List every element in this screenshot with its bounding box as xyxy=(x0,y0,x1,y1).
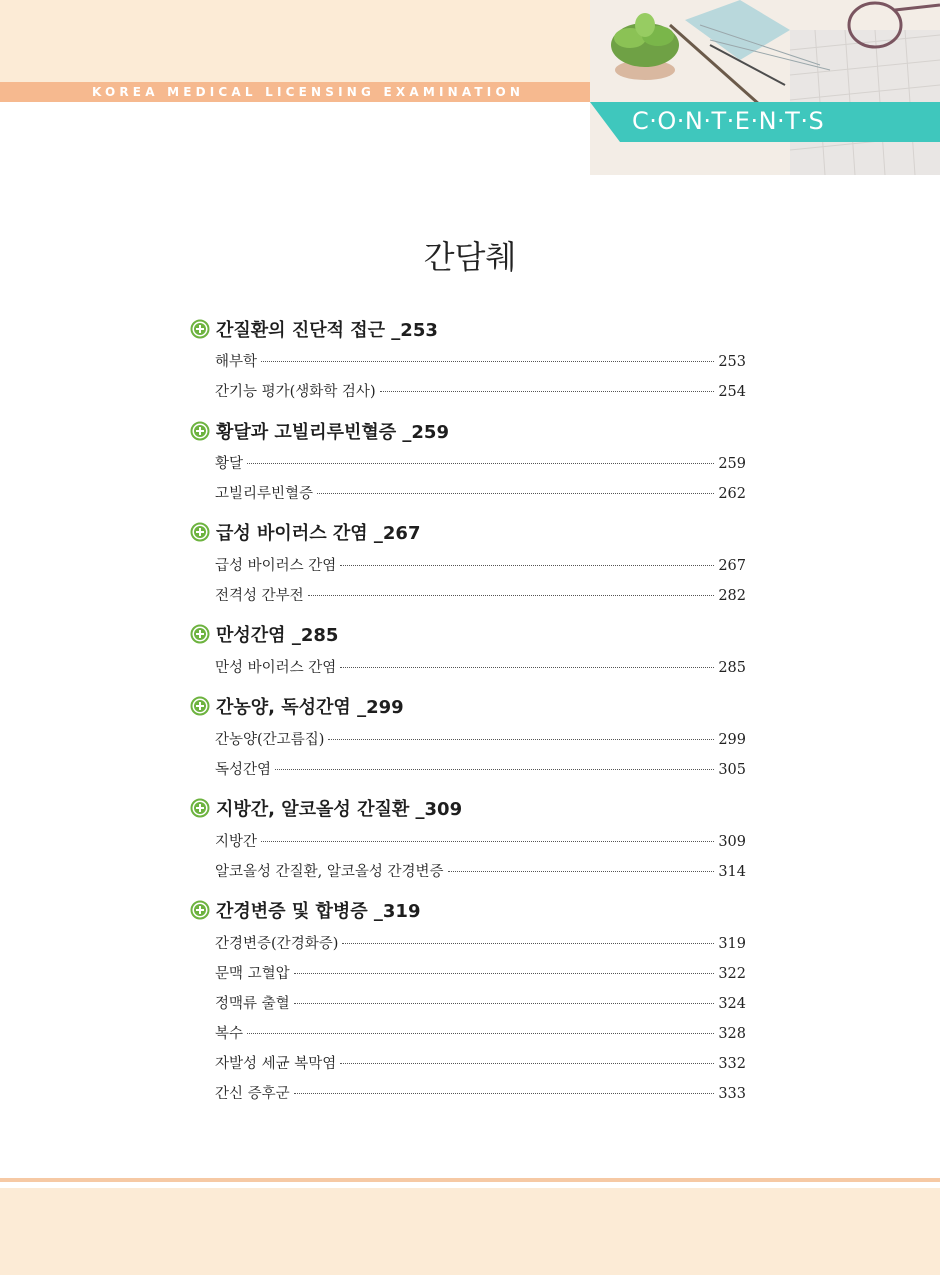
section-title: 간경변증 및 합병증 _319 xyxy=(216,901,421,922)
entry-label: 만성 바이러스 간염 xyxy=(215,660,337,676)
entry-page: 322 xyxy=(718,966,746,982)
page-header xyxy=(0,0,940,175)
entry-page: 332 xyxy=(718,1056,746,1072)
plus-circle-icon xyxy=(190,522,210,542)
dot-leader xyxy=(340,667,714,668)
toc-entry[interactable] xyxy=(215,728,746,750)
entry-page: 253 xyxy=(718,354,746,370)
entry-label: 해부학 xyxy=(215,354,258,370)
toc-entry[interactable] xyxy=(215,452,746,474)
section-title: 지방간, 알코올성 간질환 _309 xyxy=(216,799,463,820)
desk-decoration-image xyxy=(590,0,940,175)
entry-label: 간기능 평가(생화학 검사) xyxy=(215,384,376,400)
dot-leader xyxy=(294,1093,715,1094)
section-heading[interactable] xyxy=(190,621,338,647)
dot-leader xyxy=(247,463,714,464)
toc-entry[interactable] xyxy=(215,554,746,576)
toc-entry[interactable] xyxy=(215,830,746,852)
toc-entry[interactable] xyxy=(215,962,746,984)
plus-circle-icon xyxy=(190,900,210,920)
entry-label: 황달 xyxy=(215,456,244,472)
plus-circle-icon xyxy=(190,696,210,716)
contents-label: C·O·N·T·E·N·T·S xyxy=(632,107,825,135)
entry-page: 333 xyxy=(718,1086,746,1102)
section-title: 간질환의 진단적 접근 _253 xyxy=(216,320,438,341)
dot-leader xyxy=(328,739,714,740)
entry-label: 복수 xyxy=(215,1026,244,1042)
dot-leader xyxy=(261,841,714,842)
entry-label: 간신 증후군 xyxy=(215,1086,290,1102)
dot-leader xyxy=(308,595,715,596)
entry-page: 267 xyxy=(718,558,746,574)
entry-page: 305 xyxy=(718,762,746,778)
entry-page: 285 xyxy=(718,660,746,676)
entry-label: 자발성 세균 복막염 xyxy=(215,1056,337,1072)
footer-divider xyxy=(0,1178,940,1182)
toc-entry[interactable] xyxy=(215,380,746,402)
toc-entry[interactable] xyxy=(215,482,746,504)
entry-label: 고빌리루빈혈증 xyxy=(215,486,314,502)
toc-entry[interactable] xyxy=(215,992,746,1014)
entry-label: 간농양(간고름집) xyxy=(215,732,325,748)
entry-page: 259 xyxy=(718,456,746,472)
section-heading[interactable] xyxy=(190,897,420,923)
dot-leader xyxy=(317,493,714,494)
entry-label: 정맥류 출혈 xyxy=(215,996,290,1012)
dot-leader xyxy=(275,769,714,770)
toc-entry[interactable] xyxy=(215,860,746,882)
section-heading[interactable] xyxy=(190,795,462,821)
section-heading[interactable] xyxy=(190,316,438,342)
entry-label: 급성 바이러스 간염 xyxy=(215,558,337,574)
header-band-text: KOREA MEDICAL LICENSING EXAMINATION xyxy=(92,85,525,99)
section-title: 간농양, 독성간염 _299 xyxy=(216,697,404,718)
toc-entry[interactable] xyxy=(215,1052,746,1074)
section-heading[interactable] xyxy=(190,693,404,719)
dot-leader xyxy=(261,361,714,362)
footer-band xyxy=(0,1188,940,1275)
entry-label: 전격성 간부전 xyxy=(215,588,304,604)
section-heading[interactable] xyxy=(190,418,449,444)
plus-circle-icon xyxy=(190,421,210,441)
dot-leader xyxy=(294,1003,715,1004)
dot-leader xyxy=(340,1063,714,1064)
section-title: 황달과 고빌리루빈혈증 _259 xyxy=(216,422,449,443)
toc-entry[interactable] xyxy=(215,1082,746,1104)
entry-page: 309 xyxy=(718,834,746,850)
plus-circle-icon xyxy=(190,319,210,339)
toc-entry[interactable] xyxy=(215,932,746,954)
entry-label: 문맥 고혈압 xyxy=(215,966,290,982)
dot-leader xyxy=(342,943,714,944)
entry-label: 독성간염 xyxy=(215,762,272,778)
entry-page: 254 xyxy=(718,384,746,400)
entry-label: 지방간 xyxy=(215,834,258,850)
entry-label: 간경변증(간경화증) xyxy=(215,936,339,952)
entry-page: 299 xyxy=(718,732,746,748)
plus-circle-icon xyxy=(190,624,210,644)
toc-entry[interactable] xyxy=(215,758,746,780)
entry-page: 262 xyxy=(718,486,746,502)
dot-leader xyxy=(380,391,715,392)
dot-leader xyxy=(247,1033,714,1034)
dot-leader xyxy=(294,973,715,974)
entry-page: 314 xyxy=(718,864,746,880)
entry-page: 282 xyxy=(718,588,746,604)
section-heading[interactable] xyxy=(190,519,420,545)
entry-page: 328 xyxy=(718,1026,746,1042)
entry-page: 319 xyxy=(718,936,746,952)
toc-entry[interactable] xyxy=(215,584,746,606)
section-title: 급성 바이러스 간염 _267 xyxy=(216,523,421,544)
section-title: 만성간염 _285 xyxy=(216,625,339,646)
toc-entry[interactable] xyxy=(215,656,746,678)
page-title: 간담췌 xyxy=(423,238,517,276)
toc-entry[interactable] xyxy=(215,350,746,372)
toc-entry[interactable] xyxy=(215,1022,746,1044)
entry-label: 알코올성 간질환, 알코올성 간경변증 xyxy=(215,864,444,880)
plus-circle-icon xyxy=(190,798,210,818)
entry-page: 324 xyxy=(718,996,746,1012)
dot-leader xyxy=(340,565,714,566)
dot-leader xyxy=(448,871,715,872)
